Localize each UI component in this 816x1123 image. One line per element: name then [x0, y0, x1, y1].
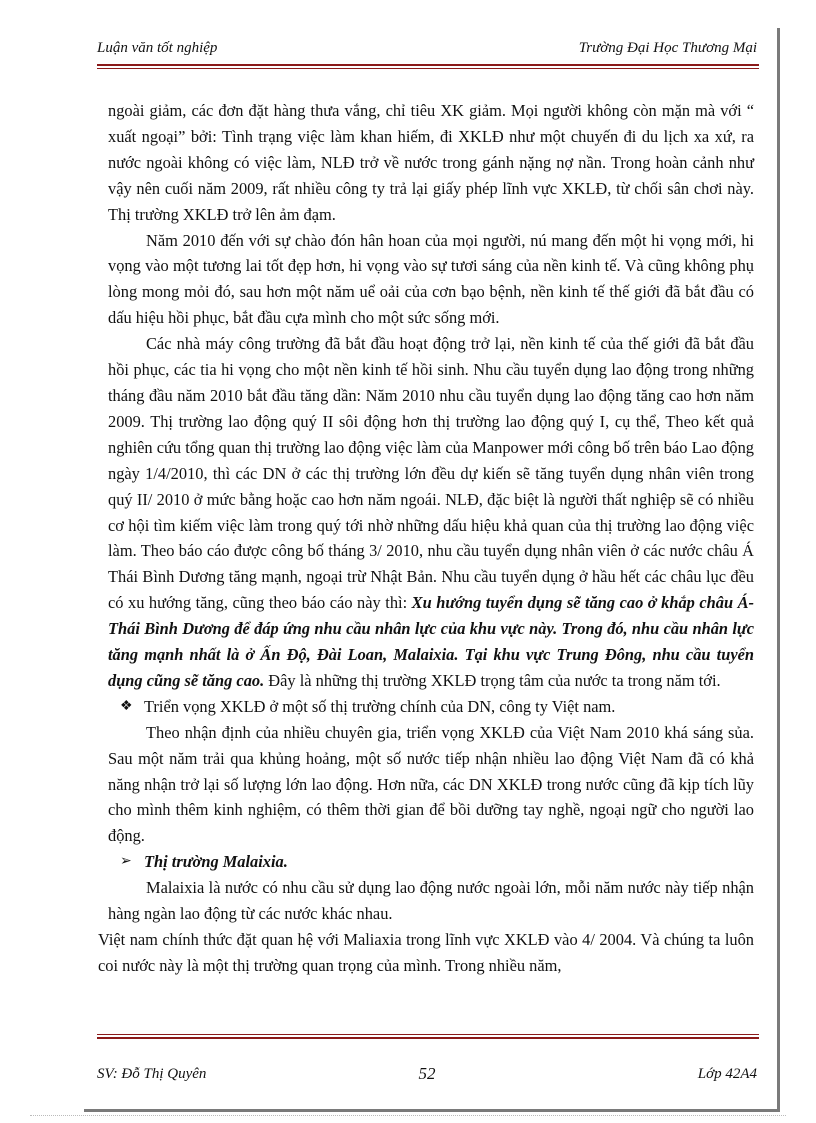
page-edge-divider	[30, 1115, 786, 1116]
paragraph-3-tail: Đây là những thị trường XKLĐ trọng tâm của nước ta trong năm tới.	[264, 670, 721, 690]
diamond-bullet-icon: ❖	[120, 698, 133, 714]
paragraph-3-emphasis: Xu hướng tuyển dụng sẽ tăng cao ở khắp châu Á- Thái Bình Dương để đáp ứng nhu cầu nhân lực của khu vực này. Trong đó, nhu cầu nhân lực tăng mạnh nhất là ở Ấn Độ, Đài Loan, Malaixia. Tại khu vực Trung Đông, nhu cầu tuyển dụng cũng sẽ tăng cao.	[108, 593, 754, 690]
bullet-item-prospects	[108, 694, 754, 720]
paragraph-4: Theo nhận định của nhiều chuyên gia, triển vọng XKLĐ của Việt Nam 2010 khá sáng sủa. Sau một năm trải qua khủng hoảng, một số nước tiếp nhận nhiều lao động Việt Nam đã có khả năng nhận trở lại số lượng lớn lao động. Hơn nữa, các DN XKLĐ trong nước cũng đã kịp tích lũy cho mình thêm kinh nghiệm, có thêm thời gian để bồi dưỡng tay nghề, ngoại ngữ cho người lao động.	[108, 722, 754, 846]
paragraph-3	[108, 331, 754, 694]
header-university-label: Trường Đại Học Thương Mại	[578, 40, 757, 56]
paragraph-5: Malaixia là nước có nhu cầu sử dụng lao động nước ngoài lớn, mỗi năm nước này tiếp nhận hàng ngàn lao động từ các nước khác nhau.	[108, 878, 754, 924]
arrow-bullet-icon: ➢	[120, 854, 132, 870]
paragraph-2: Năm 2010 đến với sự chào đón hân hoan của mọi người, nú mang đến một hi vọng mới, hi vọng vào một tương lai tốt đẹp hơn, hi vọng vào sự tươi sáng của nền kinh tế. Và cũng không phụ lòng mong mỏi đó, sau hơn một năm uể oải của cơn bạo bệnh, nền kinh tế thế giới đã bắt đầu có dấu hiệu hồi phục, bắt đầu cựa mình cho một sức sống mới.	[108, 230, 754, 328]
paragraph-3-text: Các nhà máy công trường đã bắt đầu hoạt động trở lại, nền kinh tế của thế giới đã bắt đầu hồi phục, các tia hi vọng cho một nền kinh tế hồi sinh. Nhu cầu tuyển dụng lao động trong những tháng đầu năm 2010 bắt đầu tăng dần: Năm 2010 nhu cầu tuyển dụng lao động tăng cao hơn năm 2009. Thị trường lao động quý II sôi động hơn thị trường lao động quý I, cụ thể, Theo kết quả nghiên cứu tổng quan thị trường lao động việc làm của Manpower mới công bố trên báo Lao động ngày 1/4/2010, thì các DN ở các thị trường lớn đều dự kiến sẽ tăng tuyển dụng nhân viên trong quý II/ 2010 ở mức bằng hoặc cao hơn năm ngoái. NLĐ, đặc biệt là người thất nghiệp sẽ có nhiều cơ hội tìm kiếm việc làm trong quý tới nhờ những dấu hiệu khả quan của thị trường lao động việc làm. Theo báo cáo được công bố tháng 3/ 2010, nhu cầu tuyển dụng nhân viên ở các nước châu Á Thái Bình Dương tăng mạnh, ngoại trừ Nhật Bản. Nhu cầu tuyển dụng ở hầu hết các châu lục đều có xu hướng tăng, cũng theo báo cáo này thì:	[108, 334, 754, 613]
header-thesis-label: Luận văn tốt nghiệp	[97, 40, 218, 56]
paragraph-6: Việt nam chính thức đặt quan hệ với Maliaxia trong lĩnh vực XKLĐ vào 4/ 2004. Và chúng ta luôn coi nước này là một thị trường quan trọng của mình. Trong nhiều năm,	[98, 930, 754, 975]
paragraph-1: ngoài giảm, các đơn đặt hàng thưa vắng, chỉ tiêu XK giảm. Mọi người không còn mặn mà với “ xuất ngoại” bởi: Tình trạng việc làm khan hiếm, đi XKLĐ như một chuyến đi du lịch xa xứ, ra nước ngoài không có việc làm, NLĐ trở về nước trong gánh nặng nợ nần. Trong hoàn cảnh như vậy nên cuối năm 2009, rất nhiều công ty trả lại giấy phép lĩnh vực XKLĐ, từ chối sân chơi này. Thị trường XKLĐ trở lên ảm đạm.	[108, 101, 754, 224]
footer-rule	[97, 1034, 759, 1039]
footer-student-name: SV: Đỗ Thị Quyên	[97, 1066, 207, 1082]
header-rule	[97, 64, 759, 69]
bullet-item-prospects-text: Triển vọng XKLĐ ở một số thị trường chính của DN, công ty Việt nam.	[144, 696, 616, 716]
page-footer	[97, 1066, 757, 1088]
section-heading-text: Thị trường Malaixia.	[144, 852, 288, 872]
page-number: 52	[418, 1064, 436, 1083]
footer-class-label: Lớp 42A4	[697, 1066, 757, 1082]
body-text	[98, 98, 754, 979]
section-heading-malaixia	[108, 849, 754, 875]
page-header	[97, 40, 757, 62]
